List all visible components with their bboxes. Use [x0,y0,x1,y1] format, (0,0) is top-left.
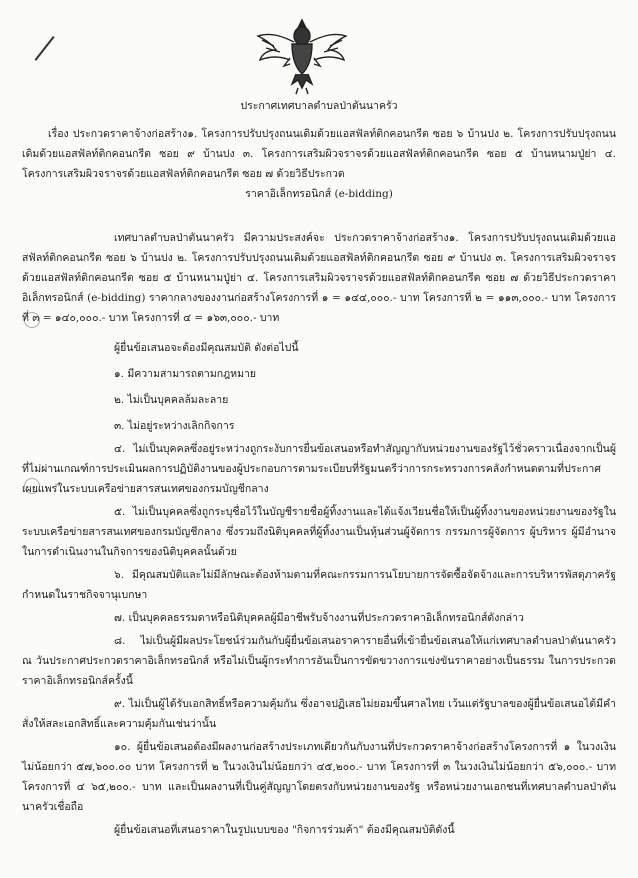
qualification-item: ๑๐. ผู้ยื่นข้อเสนอต้องมีผลงานก่อสร้างประเภทเดียวกันกับงานที่ประกวดราคาจ้างก่อสร้างโครงการที่ ๑ ในวงเงินไม่น้อยกว่า ๕๗,๖๐๐.๐๐ บาท โครงการที่ ๒ ในวงเงินไม่น้อยกว่า ๔๕,๒๐๐.- บาท โครงการที่ ๓ ในวงเงินไม่น้อยกว่า ๕๖,๐๐๐.- บาท โครงการที่ ๔ ๖๕,๒๐๐.- บาท และเป็นผลงานที่เป็นคู่สัญญาโดยตรงกับหน่วยงานของรัฐ หรือหน่วยงานเอกชนที่เทศบาลตำบลป่าตันนาครัวเชื่อถือ [22,741,616,813]
garuda-emblem [252,14,352,96]
announcement-body [22,228,616,840]
intro-paragraph: เทศบาลตำบลป่าตันนาครัว มีความประสงค์จะ ประกวดราคาจ้างก่อสร้าง๑. โครงการปรับปรุงถนนเดิมด้วยแอสฟัลท์ติกคอนกรีต ซอย ๖ บ้านปง ๒. โครงการปรับปรุงถนนเดิมด้วยแอสฟัลท์ติกคอนกรีต ซอย ๙ บ้านปง ๓. โครงการเสริมผิวจราจรด้วยแอสฟัลท์ติกคอนกรีต ซอย ๕ บ้านหนามปู่ย่า ๔. โครงการเสริมผิวจราจรด้วยแอสฟัลท์ติกคอนกรีต ซอย ๗ ด้วยวิธีประกวดราคาอิเล็กทรอนิกส์ (e-bidding) ราคากลางของงานก่อสร้างโครงการที่ ๑ = ๑๔๔,๐๐๐.- บาท โครงการที่ ๒ = ๑๑๓,๐๐๐.- บาท โครงการที่ ๓ = ๑๔๐,๐๐๐.- บาท โครงการที่ ๔ = ๑๖๓,๐๐๐.- บาท [22,232,616,324]
qualification-heading: ผู้ยื่นข้อเสนอจะต้องมีคุณสมบัติ ดังต่อไปนี้ [114,342,299,354]
pen-mark [35,36,55,61]
qualification-item: ๒. ไม่เป็นบุคคลล้มละลาย [114,394,229,406]
qualification-item: ๓. ไม่อยู่ระหว่างเลิกกิจการ [114,420,235,432]
qualification-item: ๗. เป็นบุคคลธรรมดาหรือนิติบุคคลผู้มีอาชีพรับจ้างงานที่ประกวดราคาอิเล็กทรอนิกส์ดังกล่าว [114,612,524,624]
qualification-item: ๕. ไม่เป็นบุคคลซึ่งถูกระบุชื่อไว้ในบัญชีรายชื่อผู้ทิ้งงานและได้แจ้งเวียนชื่อให้เป็นผู้ทิ้งงานของหน่วยงานของรัฐในระบบเครือข่ายสารสนเทศของกรมบัญชีกลาง ซึ่งรวมถึงนิติบุคคลที่ผู้ทิ้งงานเป็นหุ้นส่วนผู้จัดการ กรรมการผู้จัดการ ผู้บริหาร ผู้มีอำนาจในการดำเนินงานในกิจการของนิติบุคคลนั้นด้วย [22,506,616,558]
qualification-item: ๔. ไม่เป็นบุคคลซึ่งอยู่ระหว่างถูกระงับการยื่นข้อเสนอหรือทำสัญญากับหน่วยงานของรัฐไว้ชั่วคราวเนื่องจากเป็นผู้ที่ไม่ผ่านเกณฑ์การประเมินผลการปฏิบัติงานของผู้ประกอบการตามระเบียบที่รัฐมนตรีว่าการกระทรวงการคลังกำหนดตามที่ประกาศเผยแพร่ในระบบเครือข่ายสารสนเทศของกรมบัญชีกลาง [22,443,616,495]
qualification-item: ๙. ไม่เป็นผู้ได้รับเอกสิทธิ์หรือความคุ้มกัน ซึ่งอาจปฏิเสธไม่ยอมขึ้นศาลไทย เว้นแต่รัฐบาลของผู้ยื่นข้อเสนอได้มีคำสั่งให้สละเอกสิทธิ์และความคุ้มกันเช่นว่านั้น [22,698,616,730]
announcement-title: ประกาศเทศบาลตำบลป่าตันนาครัว [240,100,398,112]
qualification-item: ๘. ไม่เป็นผู้มีผลประโยชน์ร่วมกันกับผู้ยื่นข้อเสนอราคารายอื่นที่เข้ายื่นข้อเสนอให้แก่เทศบาลตำบลป่าตันนาครัว ณ วันประกาศประกวดราคาอิเล็กทรอนิกส์ หรือไม่เป็นผู้กระทำการอันเป็นการขัดขวางการแข่งขันราคาอย่างเป็นธรรม ในการประกวดราคาอิเล็กทรอนิกส์ครั้งนี้ [22,635,616,687]
joint-venture-note: ผู้ยื่นข้อเสนอที่เสนอราคาในรูปแบบของ "กิจการร่วมค้า" ต้องมีคุณสมบัติดังนี้ [114,824,455,836]
qualification-item: ๖. มีคุณสมบัติและไม่มีลักษณะต้องห้ามตามที่คณะกรรมการนโยบายการจัดซื้อจัดจ้างและการบริหารพัสดุภาครัฐกำหนดในราชกิจจานุเบกษา [22,569,616,601]
qualification-item: ๑. มีความสามารถตามกฎหมาย [114,368,257,380]
announcement-subject: เรื่อง ประกวดราคาจ้างก่อสร้าง๑. โครงการปรับปรุงถนนเดิมด้วยแอสฟัลท์ติกคอนกรีต ซอย ๖ บ้านปง ๒. โครงการปรับปรุงถนนเดิมด้วยแอสฟัลท์ติกคอนกรีต ซอย ๙ บ้านปง ๓. โครงการเสริมผิวจราจรด้วยแอสฟัลท์ติกคอนกรีต ซอย ๕ บ้านหนามปู่ย่า ๔. โครงการเสริมผิวจราจรด้วยแอสฟัลท์ติกคอนกรีต ซอย ๗ ด้วยวิธีประกวด [22,128,616,180]
announcement-header [0,98,638,204]
announcement-subject-tail: ราคาอิเล็กทรอนิกส์ (e-bidding) [245,188,393,200]
